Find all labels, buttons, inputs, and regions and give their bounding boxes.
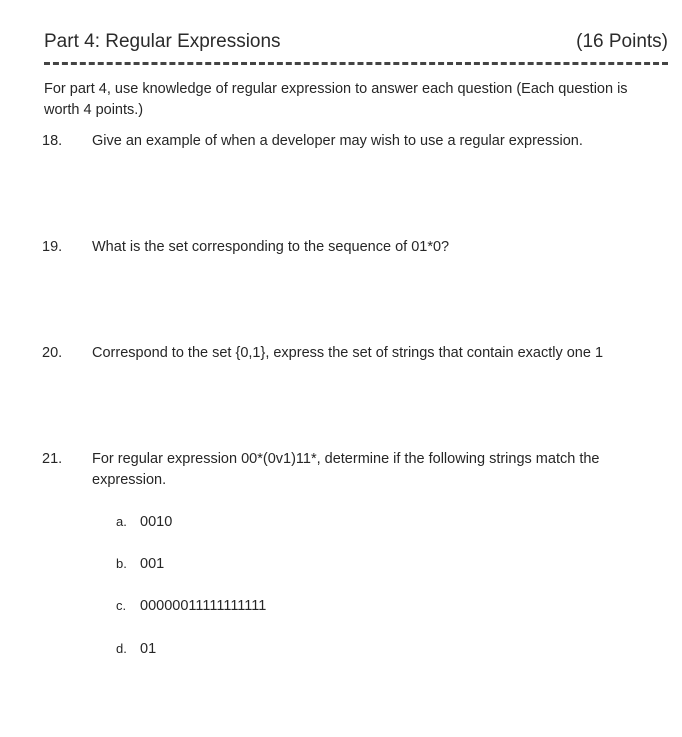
option-label: b. bbox=[116, 556, 127, 571]
question-18 bbox=[42, 131, 637, 152]
question-text: Correspond to the set {0,1}, express the set of strings that contain exactly one 1 bbox=[92, 345, 604, 361]
question-text: Give an example of when a developer may wish to use a regular expression. bbox=[92, 133, 583, 149]
option-b bbox=[116, 553, 164, 575]
question-number: 20. bbox=[42, 345, 63, 361]
option-value: 0010 bbox=[140, 514, 173, 530]
question-text: For regular expression 00*(0v1)11*, determine if the following strings match the expression. bbox=[92, 451, 600, 488]
option-a bbox=[116, 511, 172, 533]
option-label: a. bbox=[116, 514, 127, 529]
option-label: c. bbox=[116, 598, 127, 613]
question-20 bbox=[42, 343, 637, 364]
question-number: 21. bbox=[42, 451, 63, 467]
option-value: 01 bbox=[140, 641, 157, 657]
question-number: 18. bbox=[42, 133, 63, 149]
option-d bbox=[116, 638, 156, 660]
header-divider bbox=[44, 62, 668, 65]
section-points: (16 Points) bbox=[576, 31, 668, 52]
option-value: 00000011111111111 bbox=[140, 598, 267, 614]
intro-paragraph: For part 4, use knowledge of regular expression to answer each question (Each question is worth 4 points.) bbox=[44, 81, 628, 118]
section-title: Part 4: Regular Expressions bbox=[44, 31, 281, 52]
question-text: What is the set corresponding to the sequence of 01*0? bbox=[92, 239, 450, 255]
option-c bbox=[116, 595, 266, 617]
question-21 bbox=[42, 449, 637, 491]
question-19 bbox=[42, 237, 637, 258]
page-header bbox=[44, 31, 668, 57]
option-label: d. bbox=[116, 641, 127, 656]
question-number: 19. bbox=[42, 239, 63, 255]
option-value: 001 bbox=[140, 556, 165, 572]
